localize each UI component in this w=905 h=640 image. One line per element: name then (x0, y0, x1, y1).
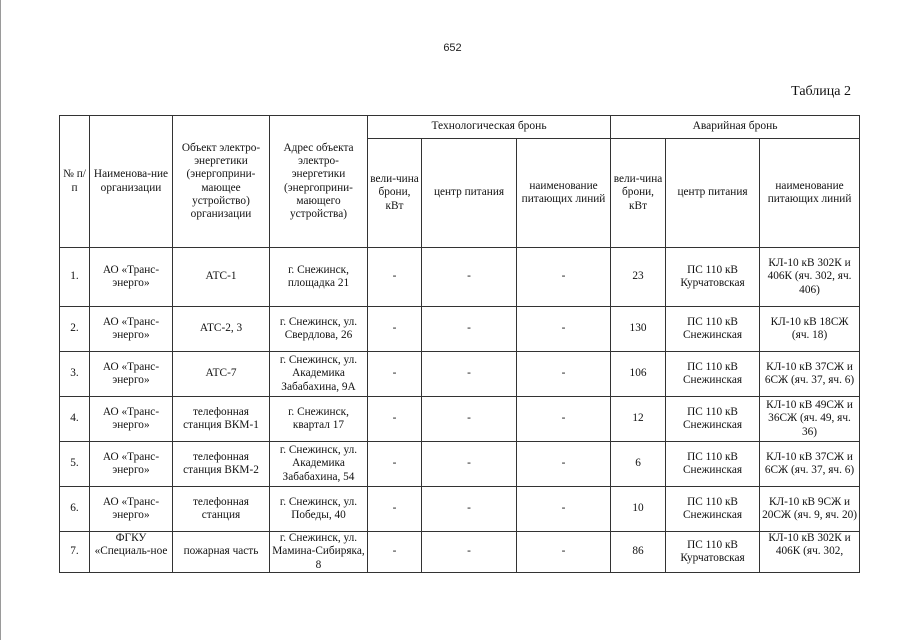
cell-object: телефонная станция ВКМ-2 (173, 442, 270, 487)
cell-tech-size: - (368, 307, 422, 352)
cell-em-center: ПС 110 кВ Снежинская (666, 307, 760, 352)
cell-num: 6. (60, 487, 90, 532)
cell-address: г. Снежинск, ул. Академика Забабахина, 9А (270, 352, 368, 397)
cell-tech-center: - (422, 248, 517, 307)
reservation-table (59, 115, 860, 573)
cell-object: телефонная станция ВКМ-1 (173, 397, 270, 442)
table-row (60, 532, 860, 573)
cell-tech-size: - (368, 487, 422, 532)
cell-em-size: 23 (611, 248, 666, 307)
cell-tech-center: - (422, 442, 517, 487)
header-tech-size: вели-чина брони, кВт (368, 139, 422, 248)
cell-object: АТС-7 (173, 352, 270, 397)
cell-em-lines: КЛ-10 кВ 49СЖ и 36СЖ (яч. 49, яч. 36) (760, 397, 860, 442)
cell-tech-center: - (422, 397, 517, 442)
cell-tech-center: - (422, 307, 517, 352)
cell-tech-lines: - (517, 487, 611, 532)
cell-org: АО «Транс-энерго» (90, 307, 173, 352)
cell-em-center: ПС 110 кВ Снежинская (666, 397, 760, 442)
cell-object: АТС-2, 3 (173, 307, 270, 352)
cell-address: г. Снежинск, квартал 17 (270, 397, 368, 442)
cell-em-center: ПС 110 кВ Курчатовская (666, 532, 760, 573)
cell-tech-size: - (368, 352, 422, 397)
table-caption: Таблица 2 (791, 84, 851, 99)
header-tech-center: центр питания (422, 139, 517, 248)
cell-em-size: 130 (611, 307, 666, 352)
table-row (60, 307, 860, 352)
cell-object: АТС-1 (173, 248, 270, 307)
cell-tech-lines: - (517, 397, 611, 442)
cell-address: г. Снежинск, ул. Мамина-Сибиряка, 8 (270, 532, 368, 573)
cell-em-center: ПС 110 кВ Снежинская (666, 352, 760, 397)
cell-em-lines: КЛ-10 кВ 302К и 406К (яч. 302, яч. 406) (760, 248, 860, 307)
cell-num: 2. (60, 307, 90, 352)
cell-tech-lines: - (517, 248, 611, 307)
cell-address: г. Снежинск, ул. Академика Забабахина, 54 (270, 442, 368, 487)
cell-address: г. Снежинск, ул. Свердлова, 26 (270, 307, 368, 352)
cell-em-size: 6 (611, 442, 666, 487)
cell-num: 4. (60, 397, 90, 442)
cell-tech-size: - (368, 248, 422, 307)
cell-tech-center: - (422, 532, 517, 573)
cell-tech-lines: - (517, 442, 611, 487)
cell-em-lines: КЛ-10 кВ 37СЖ и 6СЖ (яч. 37, яч. 6) (760, 442, 860, 487)
cell-tech-center: - (422, 352, 517, 397)
header-object: Объект электро-энергетики (энергоприни-мающее устройство) организации (173, 116, 270, 248)
cell-tech-size: - (368, 442, 422, 487)
cell-org: АО «Транс-энерго» (90, 487, 173, 532)
header-emergency-size: вели-чина брони, кВт (611, 139, 666, 248)
cell-em-size: 12 (611, 397, 666, 442)
cell-em-size: 86 (611, 532, 666, 573)
cell-em-lines: КЛ-10 кВ 9СЖ и 20СЖ (яч. 9, яч. 20) (760, 487, 860, 532)
cell-num: 7. (60, 532, 90, 573)
header-address: Адрес объекта электро-энергетики (энергоприни-мающего устройства) (270, 116, 368, 248)
header-tech-lines: наименование питающих линий (517, 139, 611, 248)
cell-em-size: 106 (611, 352, 666, 397)
cell-org: АО «Транс-энерго» (90, 397, 173, 442)
table-row (60, 352, 860, 397)
cell-em-center: ПС 110 кВ Курчатовская (666, 248, 760, 307)
cell-object: пожарная часть (173, 532, 270, 573)
header-emergency-lines: наименование питающих линий (760, 139, 860, 248)
cell-em-lines: КЛ-10 кВ 302К и 406К (яч. 302, (760, 532, 860, 573)
table-row (60, 487, 860, 532)
cell-tech-center: - (422, 487, 517, 532)
table-row (60, 442, 860, 487)
cell-object: телефонная станция (173, 487, 270, 532)
cell-em-lines: КЛ-10 кВ 18СЖ (яч. 18) (760, 307, 860, 352)
cell-tech-size: - (368, 532, 422, 573)
cell-em-center: ПС 110 кВ Снежинская (666, 487, 760, 532)
table-row (60, 397, 860, 442)
cell-address: г. Снежинск, площадка 21 (270, 248, 368, 307)
cell-address: г. Снежинск, ул. Победы, 40 (270, 487, 368, 532)
cell-tech-lines: - (517, 532, 611, 573)
cell-tech-lines: - (517, 352, 611, 397)
cell-num: 5. (60, 442, 90, 487)
cell-org: ФГКУ «Специаль-ное (90, 532, 173, 573)
header-organization: Наименова-ние организации (90, 116, 173, 248)
cell-tech-lines: - (517, 307, 611, 352)
header-emergency-center: центр питания (666, 139, 760, 248)
cell-org: АО «Транс-энерго» (90, 248, 173, 307)
cell-num: 3. (60, 352, 90, 397)
header-emergency-reserve: Аварийная бронь (611, 116, 860, 139)
cell-num: 1. (60, 248, 90, 307)
cell-em-lines: КЛ-10 кВ 37СЖ и 6СЖ (яч. 37, яч. 6) (760, 352, 860, 397)
scan-edge-line (0, 0, 1, 640)
table-row (60, 248, 860, 307)
cell-em-center: ПС 110 кВ Снежинская (666, 442, 760, 487)
cell-org: АО «Транс-энерго» (90, 442, 173, 487)
page-number: 652 (443, 42, 462, 54)
cell-org: АО «Транс-энерго» (90, 352, 173, 397)
header-tech-reserve: Технологическая бронь (368, 116, 611, 139)
cell-em-size: 10 (611, 487, 666, 532)
header-num: № п/п (60, 116, 90, 248)
cell-tech-size: - (368, 397, 422, 442)
